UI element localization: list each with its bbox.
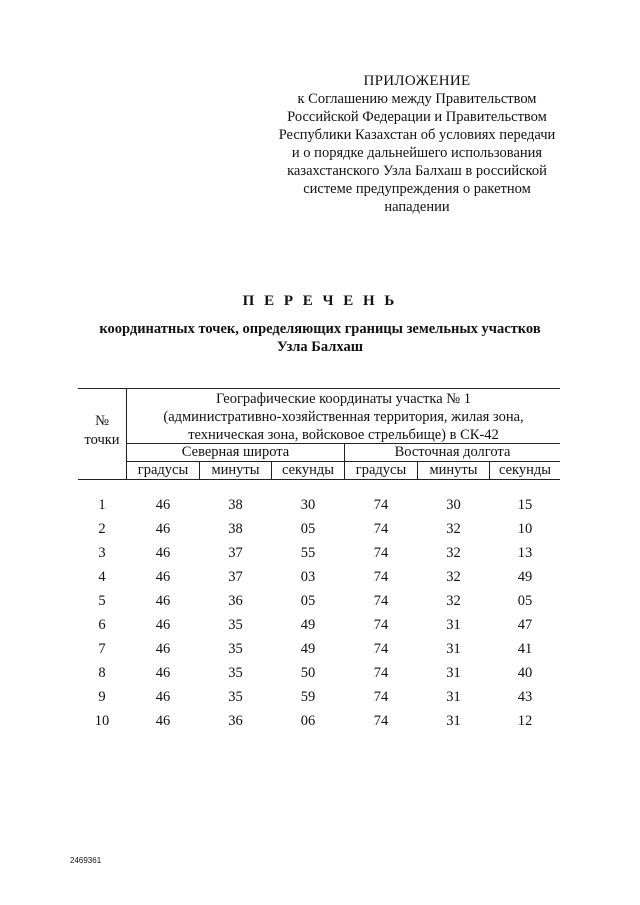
lat-seconds-cell: 49: [300, 641, 316, 657]
geo-coordinates-header: [127, 390, 560, 444]
coordinates-table-body: [78, 495, 560, 735]
lon-minutes-cell: 32: [446, 593, 461, 609]
table-row: [78, 567, 560, 591]
table-header: [78, 388, 560, 480]
lon-degrees-cell: 74: [373, 617, 389, 633]
lon-seconds-cell: 40: [517, 665, 533, 681]
lon-seconds-cell: 43: [517, 689, 533, 705]
lon-degrees-cell: 74: [373, 665, 389, 681]
geo-header-line: Географические координаты участка № 1: [215, 391, 472, 407]
lon-seconds-cell: 13: [517, 545, 533, 561]
lat-seconds-cell: 06: [300, 713, 316, 729]
appendix-heading: ПРИЛОЖЕНИЕ: [363, 73, 471, 89]
lon-seconds-cell: 12: [517, 713, 533, 729]
lat-minutes-cell: 36: [228, 593, 243, 609]
header-top-rule: [78, 388, 560, 389]
lon-seconds-cell: 10: [517, 521, 533, 537]
lon-minutes-cell: 32: [446, 521, 461, 537]
point-number-cell: 4: [98, 569, 106, 585]
lon-degrees-cell: 74: [373, 713, 389, 729]
lat-degrees-cell: 46: [155, 521, 171, 537]
lon-degrees-cell: 74: [373, 593, 389, 609]
lat-degrees-cell: 46: [155, 665, 171, 681]
table-row: [78, 543, 560, 567]
appendix-block: [262, 72, 572, 216]
sub-header-minutes: минуты: [429, 462, 478, 478]
lat-degrees-cell: 46: [155, 641, 171, 657]
table-row: [78, 687, 560, 711]
lat-seconds-cell: 55: [300, 545, 316, 561]
lon-minutes-cell: 31: [446, 689, 461, 705]
appendix-line: системе предупреждения о ракетном: [303, 181, 531, 197]
lat-minutes-cell: 35: [228, 689, 243, 705]
lat-minutes-cell: 38: [228, 497, 243, 513]
table-row: [78, 711, 560, 735]
subtitle-line: координатных точек, определяющих границы земельных участков: [99, 321, 541, 337]
appendix-line: нападении: [384, 199, 450, 215]
point-number-header-line: точки: [84, 432, 120, 448]
point-number-header-line: №: [95, 413, 109, 429]
point-number-cell: 5: [98, 593, 106, 609]
document-title: П Е Р Е Ч Е Н Ь: [242, 293, 398, 309]
table-row: [78, 519, 560, 543]
lat-seconds-cell: 03: [300, 569, 316, 585]
lat-degrees-cell: 46: [155, 497, 171, 513]
lon-degrees-cell: 74: [373, 497, 389, 513]
lon-minutes-cell: 32: [446, 569, 461, 585]
lat-minutes-cell: 37: [228, 545, 243, 561]
lon-minutes-cell: 31: [446, 641, 461, 657]
lon-degrees-cell: 74: [373, 545, 389, 561]
subtitle-line: Узла Балхаш: [277, 339, 363, 355]
sub-header-degrees: градусы: [137, 462, 189, 478]
lon-seconds-cell: 47: [517, 617, 533, 633]
lon-degrees-cell: 74: [373, 521, 389, 537]
geo-header-line: (административно-хозяйственная территория, жилая зона,: [163, 409, 524, 425]
sub-header-seconds: секунды: [498, 462, 552, 478]
point-number-cell: 1: [98, 497, 106, 513]
point-number-cell: 10: [94, 713, 110, 729]
east-longitude-header: Восточная долгота: [394, 444, 511, 460]
lat-minutes-cell: 36: [228, 713, 243, 729]
lon-minutes-cell: 31: [446, 665, 461, 681]
point-number-cell: 9: [98, 689, 106, 705]
lat-minutes-cell: 38: [228, 521, 243, 537]
lon-minutes-cell: 30: [446, 497, 461, 513]
lat-seconds-cell: 05: [300, 521, 316, 537]
table-row: [78, 495, 560, 519]
appendix-line: Российской Федерации и Правительством: [287, 109, 547, 125]
lon-minutes-cell: 31: [446, 617, 461, 633]
point-number-cell: 8: [98, 665, 106, 681]
lat-degrees-cell: 46: [155, 593, 171, 609]
lat-seconds-cell: 50: [300, 665, 316, 681]
point-number-cell: 6: [98, 617, 106, 633]
lon-degrees-cell: 74: [373, 641, 389, 657]
table-row: [78, 639, 560, 663]
table-row: [78, 591, 560, 615]
lat-seconds-cell: 30: [300, 497, 316, 513]
table-row: [78, 615, 560, 639]
table-row: [78, 663, 560, 687]
lon-minutes-cell: 32: [446, 545, 461, 561]
point-number-cell: 3: [98, 545, 106, 561]
lat-minutes-cell: 35: [228, 665, 243, 681]
point-number-header: [78, 412, 126, 450]
document-subtitle: [0, 320, 640, 356]
header-bottom-rule: [78, 479, 560, 480]
appendix-line: к Соглашению между Правительством: [297, 91, 537, 107]
lat-minutes-cell: 35: [228, 617, 243, 633]
sub-header-minutes: минуты: [211, 462, 260, 478]
lat-degrees-cell: 46: [155, 689, 171, 705]
lon-degrees-cell: 74: [373, 569, 389, 585]
lat-minutes-cell: 35: [228, 641, 243, 657]
appendix-line: и о порядке дальнейшего использования: [291, 145, 543, 161]
lon-seconds-cell: 41: [517, 641, 533, 657]
geo-header-line: техническая зона, войсковое стрельбище) в СК-42: [188, 427, 499, 443]
lat-seconds-cell: 59: [300, 689, 316, 705]
lon-minutes-cell: 31: [446, 713, 461, 729]
sub-header-degrees: градусы: [355, 462, 407, 478]
lat-seconds-cell: 05: [300, 593, 316, 609]
appendix-line: казахстанского Узла Балхаш в российской: [287, 163, 547, 179]
lat-minutes-cell: 37: [228, 569, 243, 585]
document-number: 2469361: [70, 856, 102, 865]
appendix-line: Республики Казахстан об условиях передачи: [278, 127, 556, 143]
lat-degrees-cell: 46: [155, 713, 171, 729]
lon-seconds-cell: 15: [517, 497, 533, 513]
lon-degrees-cell: 74: [373, 689, 389, 705]
north-latitude-header: Северная широта: [181, 444, 290, 460]
lat-degrees-cell: 46: [155, 569, 171, 585]
lat-seconds-cell: 49: [300, 617, 316, 633]
lat-degrees-cell: 46: [155, 617, 171, 633]
lon-seconds-cell: 49: [517, 569, 533, 585]
sub-header-seconds: секунды: [281, 462, 335, 478]
lon-seconds-cell: 05: [517, 593, 533, 609]
point-number-cell: 7: [98, 641, 106, 657]
point-number-cell: 2: [98, 521, 106, 537]
lat-degrees-cell: 46: [155, 545, 171, 561]
